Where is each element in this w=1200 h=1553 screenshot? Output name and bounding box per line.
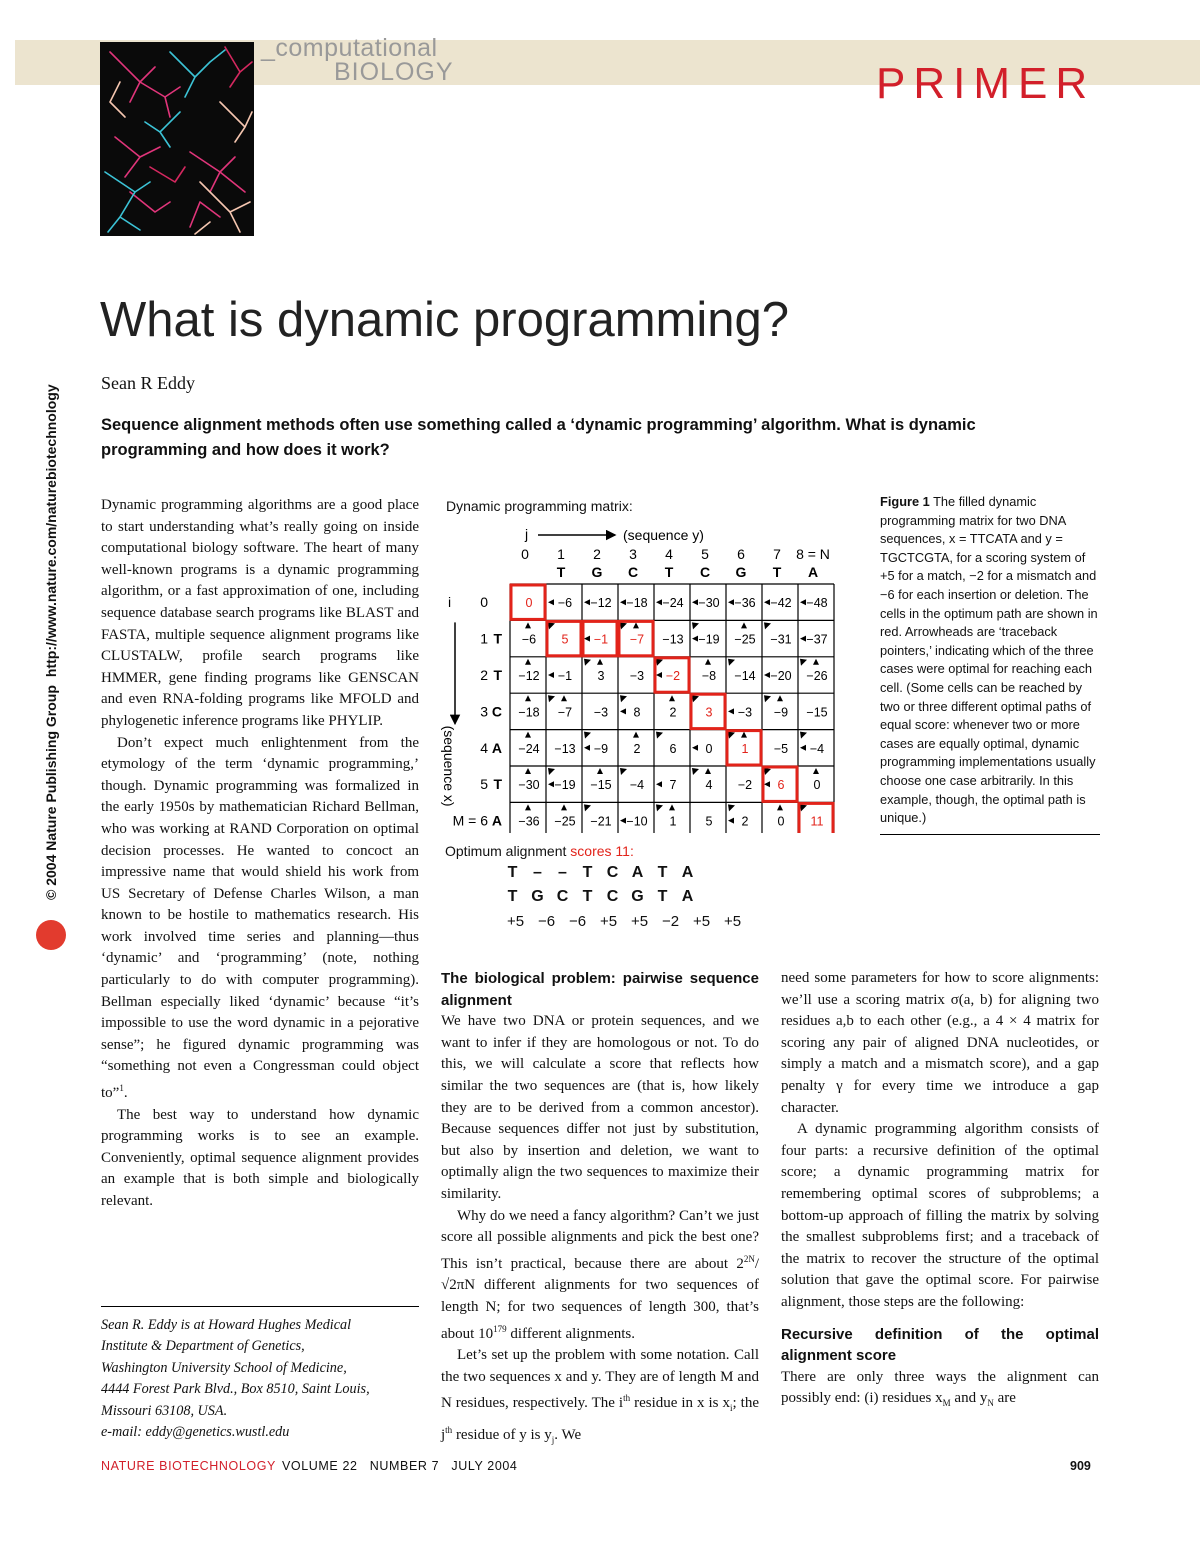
- copyright-text: © 2004 Nature Publishing Group: [43, 685, 59, 900]
- alignment-score: +5: [723, 913, 742, 930]
- matrix-cell-value: −4: [809, 741, 825, 756]
- matrix-cell-value: −31: [770, 632, 792, 647]
- traceback-pointer-diagonal: [692, 768, 699, 775]
- alignment-scores-row: [500, 913, 748, 930]
- row-residue: T: [493, 667, 502, 683]
- traceback-pointer-up: [525, 768, 531, 774]
- sequence-x-label: (sequence x): [441, 725, 457, 807]
- traceback-pointer-left: [620, 599, 626, 605]
- matrix-cell-value: −15: [590, 778, 612, 793]
- traceback-pointer-left: [656, 599, 662, 605]
- traceback-pointer-up: [669, 804, 675, 810]
- matrix-cell-value: 0: [813, 778, 821, 793]
- column-index: 1: [557, 546, 565, 562]
- standfirst: Sequence alignment methods often use something called a ‘dynamic programming’ algorithm. What is dynamic programming and how does it work?: [101, 416, 976, 459]
- matrix-cell-value: 6: [777, 778, 785, 793]
- traceback-pointer-diagonal: [800, 659, 807, 666]
- traceback-pointer-diagonal: [584, 804, 591, 811]
- matrix-cell-value: −4: [629, 778, 645, 793]
- matrix-cell-value: −25: [734, 632, 756, 647]
- row-residue: T: [493, 776, 502, 793]
- traceback-pointer-left: [656, 781, 662, 787]
- row-index: 5: [480, 776, 488, 793]
- traceback-pointer-left: [620, 708, 626, 714]
- matrix-cell-value: −6: [521, 632, 537, 647]
- alignment-residue: C: [606, 864, 619, 881]
- traceback-pointer-diagonal: [728, 659, 735, 666]
- matrix-cell-value: −26: [806, 669, 828, 683]
- column-index: 0: [521, 546, 529, 562]
- matrix-cell-value: −2: [665, 669, 681, 683]
- row-index: 2: [480, 667, 488, 683]
- matrix-cell-value: −19: [698, 632, 720, 647]
- alignment-residue: T: [507, 864, 518, 881]
- traceback-pointer-diagonal: [764, 622, 771, 629]
- paragraph: Don’t expect much enlightenment from the etymology of the term ‘dynamic programming,’ though. Dynamic programming was formalized in the early 1950s by mathematician Richard Bellman, who was working at RAND Corporation on optimal decision processes. He wanted to concoct an impressive name that would shield his work from US Secretary of Defense Charles Wilson, a man known to be hostile to mathematics research. His work involved time series and planning—thus ‘dynamic’ and ‘programming’ (note, nothing particularly to do with computer programming). Bellman especially liked ‘dynamic’ because “it’s impossible to use the word dynamic in a pejorative sense”; he figured dynamic programming was “something not even a Congressman could object to”$^1$.: [101, 734, 419, 1102]
- matrix-cell-value: −8: [701, 669, 717, 683]
- matrix-cell-value: −7: [629, 632, 645, 647]
- traceback-pointer-diagonal: [800, 732, 807, 739]
- traceback-pointer-left: [728, 708, 734, 714]
- matrix-cell-value: −42: [770, 596, 792, 611]
- column-residue: T: [772, 564, 782, 580]
- traceback-pointer-diagonal: [584, 732, 591, 739]
- alignment-residue: T: [657, 864, 668, 881]
- dp-matrix-figure: [430, 518, 870, 833]
- traceback-pointer-diagonal: [548, 768, 555, 775]
- matrix-cell-value: 0: [777, 814, 785, 829]
- alignment-score: −2: [661, 913, 680, 930]
- paragraph: We have two DNA or protein sequences, and we want to infer if they are homologous or not. To do this, we will calculate a score that reflects how similar the two sequences are (that is, how likely they are to be derived from a common ancestor). Because sequences differ not just by substitution, but also by insertion and deletion, we want to optimally align the two sequences to maximize their similarity.: [441, 1013, 759, 1202]
- matrix-cell-value: −3: [629, 669, 645, 683]
- traceback-pointer-left: [800, 745, 806, 751]
- matrix-cell-value: −3: [593, 705, 609, 720]
- traceback-pointer-left: [800, 599, 806, 605]
- matrix-cell-value: −25: [554, 814, 576, 829]
- traceback-pointer-diagonal: [620, 695, 627, 702]
- series-title-line2: BIOLOGY: [334, 58, 454, 86]
- column-residue: C: [627, 564, 639, 580]
- sequence-y-label: (sequence y): [623, 527, 704, 543]
- footer: [101, 1459, 517, 1473]
- traceback-pointer-up: [561, 695, 567, 701]
- matrix-cell-value: −1: [593, 632, 609, 647]
- traceback-pointer-left: [764, 672, 770, 678]
- column-index: 8 = N: [796, 546, 830, 562]
- caption-text: The filled dynamic programming matrix for two DNA sequences, x = TTCATA and y = TGCTCGTA, for a scoring system of +5 for a match, −2 for a mismatch and −6 for each insertion or deletion. The cells in the optimum path are shown in red. Arrowheads are ‘traceback pointers,’ indicating which of the three cases were optimal for reaching each cell. (Some cells can be reached by two or three different optimal paths of equal score: whenever two or more cases are equally optimal, dynamic programming implementations usually choose one case arbitrarily. In this example, though, the optimal path is unique.): [880, 494, 1098, 826]
- matrix-cell-value: −12: [518, 669, 540, 683]
- matrix-cell-value: 1: [741, 741, 749, 756]
- matrix-cell-value: −24: [662, 596, 684, 611]
- matrix-cell-value: −1: [557, 669, 573, 683]
- row-index: 0: [480, 594, 488, 611]
- alignment-residue: –: [558, 864, 567, 881]
- section-label: PRIMER: [876, 59, 1096, 108]
- traceback-pointer-left: [800, 636, 806, 642]
- alignment-residue: T: [657, 888, 668, 905]
- traceback-pointer-diagonal: [584, 659, 591, 666]
- traceback-pointer-diagonal: [656, 804, 663, 811]
- matrix-cell-value: −30: [518, 778, 540, 793]
- alignment-residue: T: [507, 888, 518, 905]
- traceback-pointer-up: [669, 695, 675, 701]
- traceback-pointer-up: [525, 732, 531, 738]
- traceback-pointer-left: [584, 636, 590, 642]
- matrix-cell-value: −2: [737, 778, 753, 793]
- traceback-pointer-left: [620, 818, 626, 824]
- matrix-cell-value: 3: [705, 705, 713, 720]
- matrix-cell-value: −7: [557, 705, 573, 720]
- traceback-pointer-up: [561, 804, 567, 810]
- traceback-pointer-up: [705, 659, 711, 665]
- matrix-cell-value: −48: [806, 596, 828, 611]
- matrix-cell-value: −36: [518, 814, 540, 829]
- reference-marker[interactable]: 1: [119, 1083, 124, 1094]
- column-index: 2: [593, 546, 601, 562]
- paragraph: Why do we need a fancy algorithm? Can’t we just score all possible alignments and pick the best one? This isn’t practical, because there are about $2^{2N}/√2\pi N$ different alignments for two sequences of length N; for two sequences of length 300, that’s about $10^{179}$ different alignments.: [441, 1207, 759, 1342]
- article-author: Sean R Eddy: [101, 373, 195, 393]
- column-3: [781, 968, 1099, 1415]
- footer-issue: VOLUME 22 NUMBER 7 JULY 2004: [281, 1459, 518, 1473]
- column-residue: G: [591, 564, 603, 580]
- matrix-cell-value: −21: [590, 814, 612, 829]
- alignment-residue: T: [582, 888, 593, 905]
- matrix-cell-value: 2: [633, 741, 641, 756]
- row-index: 1: [480, 630, 488, 647]
- i-axis-label: i: [448, 594, 452, 611]
- matrix-cell-value: −3: [737, 705, 753, 720]
- paragraph: Dynamic programming algorithms are a good place to start understanding what’s really going on inside computational biology software. The heart of many well-known programs is a dynamic programming algorithm, or a fast approximation of one, including sequence database search programs like BLAST and FASTA, multiple sequence alignment programs like CLUSTALW, profile search programs like HMMER, gene finding programs like GENSCAN and even RNA-folding programs like MFOLD and phylogenetic inference programs like PHYLIP.: [101, 497, 419, 729]
- traceback-pointer-diagonal: [692, 695, 699, 702]
- traceback-pointer-diagonal: [728, 804, 735, 811]
- npg-logo-icon: [36, 920, 66, 950]
- paragraph: There are only three ways the alignment can possibly end: (i) residues $x_M$ and $y_N$ are: [781, 1368, 1099, 1409]
- matrix-cell-value: −37: [806, 632, 828, 647]
- matrix-cell-value: 0: [525, 596, 533, 611]
- traceback-pointer-left: [548, 781, 554, 787]
- matrix-cell-value: 5: [705, 814, 713, 829]
- column-index: 4: [665, 546, 673, 562]
- traceback-pointer-up: [525, 804, 531, 810]
- column-index: 3: [629, 546, 637, 562]
- traceback-pointer-left: [728, 599, 734, 605]
- paragraph: Let’s set up the problem with some notation. Call the two sequences x and y. They are of length M and N residues, respectively. The $i^{th}$ residue in x is $x_i$; the $j^{th}$ residue of y is $y_j$. We: [441, 1347, 759, 1445]
- alignment-row-x: [500, 864, 700, 882]
- sidebar-copyright: [34, 320, 68, 950]
- column-index: 6: [737, 546, 745, 562]
- matrix-cell-value: −24: [518, 741, 540, 756]
- matrix-cell-value: 7: [669, 778, 677, 793]
- row-index: 4: [480, 739, 488, 756]
- alignment-residue: C: [606, 888, 619, 905]
- matrix-cell-value: −10: [626, 814, 648, 829]
- footer-journal: NATURE BIOTECHNOLOGY: [101, 1459, 276, 1473]
- matrix-cell-value: −12: [590, 596, 612, 611]
- alignment-residue: –: [533, 864, 542, 881]
- author-email-link[interactable]: e-mail: eddy@genetics.wustl.edu: [101, 1424, 290, 1441]
- series-title-line1: _computational: [261, 34, 438, 62]
- matrix-cell-value: −9: [593, 741, 609, 756]
- alignment-score: −6: [568, 913, 587, 930]
- alignment-score: +5: [692, 913, 711, 930]
- matrix-cell-value: 6: [669, 741, 677, 756]
- matrix-cell-value: −15: [806, 705, 828, 720]
- traceback-pointer-up: [813, 659, 819, 665]
- matrix-cell-value: −30: [698, 596, 720, 611]
- matrix-cell-value: −18: [626, 596, 648, 611]
- traceback-pointer-up: [525, 622, 531, 628]
- row-residue: A: [491, 812, 502, 829]
- column-residue: A: [807, 564, 819, 580]
- traceback-pointer-left: [584, 599, 590, 605]
- alignment-residue: A: [631, 864, 644, 881]
- alignment-residue: T: [582, 864, 593, 881]
- matrix-cell-value: −20: [770, 669, 792, 683]
- matrix-cell-value: 3: [597, 669, 605, 683]
- row-residue: A: [491, 739, 502, 756]
- traceback-pointer-diagonal: [728, 732, 735, 739]
- traceback-pointer-diagonal: [656, 732, 663, 739]
- traceback-pointer-left: [692, 745, 698, 751]
- section-heading: The biological problem: pairwise sequence alignment: [441, 970, 759, 1009]
- section-heading: Recursive definition of the optimal alignment score: [781, 1325, 1099, 1365]
- alignment-score: +5: [630, 913, 649, 930]
- alignment-row-y: [500, 888, 700, 906]
- matrix-cell-value: 2: [669, 705, 677, 720]
- matrix-cell-value: −13: [662, 632, 684, 647]
- traceback-pointer-left: [728, 818, 734, 824]
- traceback-pointer-diagonal: [548, 695, 555, 702]
- figure-label: Dynamic programming matrix:: [446, 498, 633, 514]
- row-index: 3: [480, 703, 488, 720]
- caption-label: Figure 1: [880, 494, 930, 509]
- paragraph: The best way to understand how dynamic programming works is to see an example. Conveniently, optimal sequence alignment provides an example that is both simple and biologically relevant.: [101, 1106, 419, 1209]
- matrix-cell-value: 11: [810, 814, 824, 829]
- traceback-pointer-up: [777, 804, 783, 810]
- traceback-pointer-up: [597, 659, 603, 665]
- matrix-cell-value: −18: [518, 705, 540, 720]
- traceback-pointer-left: [656, 672, 662, 678]
- cover-art-image: [100, 42, 254, 236]
- traceback-pointer-up: [633, 622, 639, 628]
- traceback-pointer-up: [633, 732, 639, 738]
- column-index: 7: [773, 546, 781, 562]
- alignment-residue: G: [631, 888, 644, 905]
- traceback-pointer-up: [813, 768, 819, 774]
- traceback-pointer-diagonal: [764, 695, 771, 702]
- traceback-pointer-left: [764, 781, 770, 787]
- traceback-pointer-up: [741, 622, 747, 628]
- traceback-pointer-diagonal: [656, 659, 663, 666]
- traceback-pointer-left: [692, 636, 698, 642]
- matrix-cell-value: −9: [773, 705, 789, 720]
- traceback-pointer-diagonal: [620, 768, 627, 775]
- alignment-residue: G: [531, 888, 544, 905]
- figure-caption: [880, 493, 1100, 835]
- column-2: [441, 968, 759, 1451]
- series-title: [261, 36, 454, 84]
- row-index: M = 6: [452, 812, 488, 829]
- traceback-pointer-left: [548, 599, 554, 605]
- traceback-pointer-up: [705, 768, 711, 774]
- paragraph: A dynamic programming algorithm consists of four parts: a recursive definition of the optimal score; a dynamic programming matrix for remembering optimal scores of subproblems; a bottom-up approach of filling the matrix by solving the smallest subproblems first; and a traceback of the matrix to recover the structure of the optimal solution that gave the optimal score. For pairwise alignment, those steps are the following:: [781, 1121, 1099, 1310]
- traceback-pointer-left: [548, 672, 554, 678]
- matrix-cell-value: −13: [554, 741, 576, 756]
- column-residue: C: [699, 564, 711, 580]
- alignment-score: +5: [506, 913, 525, 930]
- matrix-cell-value: −14: [734, 669, 756, 683]
- column-residue: G: [735, 564, 747, 580]
- page-number: 909: [1070, 1459, 1091, 1473]
- author-affiliation: Sean R. Eddy is at Howard Hughes Medical Institute & Department of Genetics, Washington University School of Medicine, 4444 Forest Park Blvd., Box 8510, Saint Louis, Missouri 63108, USA. e-mail: eddy@genetics.wustl.edu: [101, 1306, 419, 1443]
- alignment-score: +5: [599, 913, 618, 930]
- row-residue: T: [493, 630, 502, 647]
- matrix-cell-value: 2: [741, 814, 749, 829]
- alignment-score: −6: [537, 913, 556, 930]
- journal-url-link[interactable]: http://www.nature.com/naturebiotechnology: [43, 384, 59, 678]
- paragraph: need some parameters for how to score alignments: we’ll use a scoring matrix σ(a, b) for aligning two residues a,b to each other (e.g., a 4 × 4 matrix for scoring any pair of aligned DNA nucleotides, or simply a match and a mismatch score), and a gap penalty γ for every time we introduce a gap character.: [781, 970, 1099, 1116]
- matrix-cell-value: −36: [734, 596, 756, 611]
- matrix-cell-value: 4: [705, 778, 713, 793]
- matrix-cell-value: −5: [773, 741, 789, 756]
- matrix-cell-value: 0: [705, 741, 713, 756]
- traceback-pointer-diagonal: [548, 622, 555, 629]
- alignment-residue: C: [556, 888, 569, 905]
- matrix-cell-value: 5: [561, 632, 569, 647]
- traceback-pointer-up: [741, 732, 747, 738]
- traceback-pointer-diagonal: [620, 622, 627, 629]
- matrix-cell-value: −6: [557, 596, 573, 611]
- traceback-pointer-up: [525, 695, 531, 701]
- optimum-alignment-label: Optimum alignment scores 11:: [445, 843, 634, 859]
- traceback-pointer-up: [597, 768, 603, 774]
- traceback-pointer-left: [584, 745, 590, 751]
- matrix-cell-value: 8: [633, 705, 641, 720]
- j-axis-label: j: [525, 526, 529, 542]
- row-residue: C: [491, 703, 502, 720]
- column-residue: T: [664, 564, 674, 580]
- traceback-pointer-diagonal: [764, 768, 771, 775]
- article-title: What is dynamic programming?: [100, 293, 789, 347]
- column-index: 5: [701, 546, 709, 562]
- traceback-pointer-up: [777, 695, 783, 701]
- alignment-residue: A: [681, 864, 694, 881]
- column-1: [101, 495, 419, 1213]
- matrix-cell-value: −19: [554, 778, 576, 793]
- column-residue: T: [556, 564, 566, 580]
- traceback-pointer-diagonal: [800, 804, 807, 811]
- alignment-residue: A: [681, 888, 694, 905]
- traceback-pointer-left: [692, 599, 698, 605]
- traceback-pointer-left: [764, 599, 770, 605]
- traceback-pointer-up: [525, 659, 531, 665]
- traceback-pointer-diagonal: [692, 622, 699, 629]
- matrix-cell-value: 1: [669, 814, 677, 829]
